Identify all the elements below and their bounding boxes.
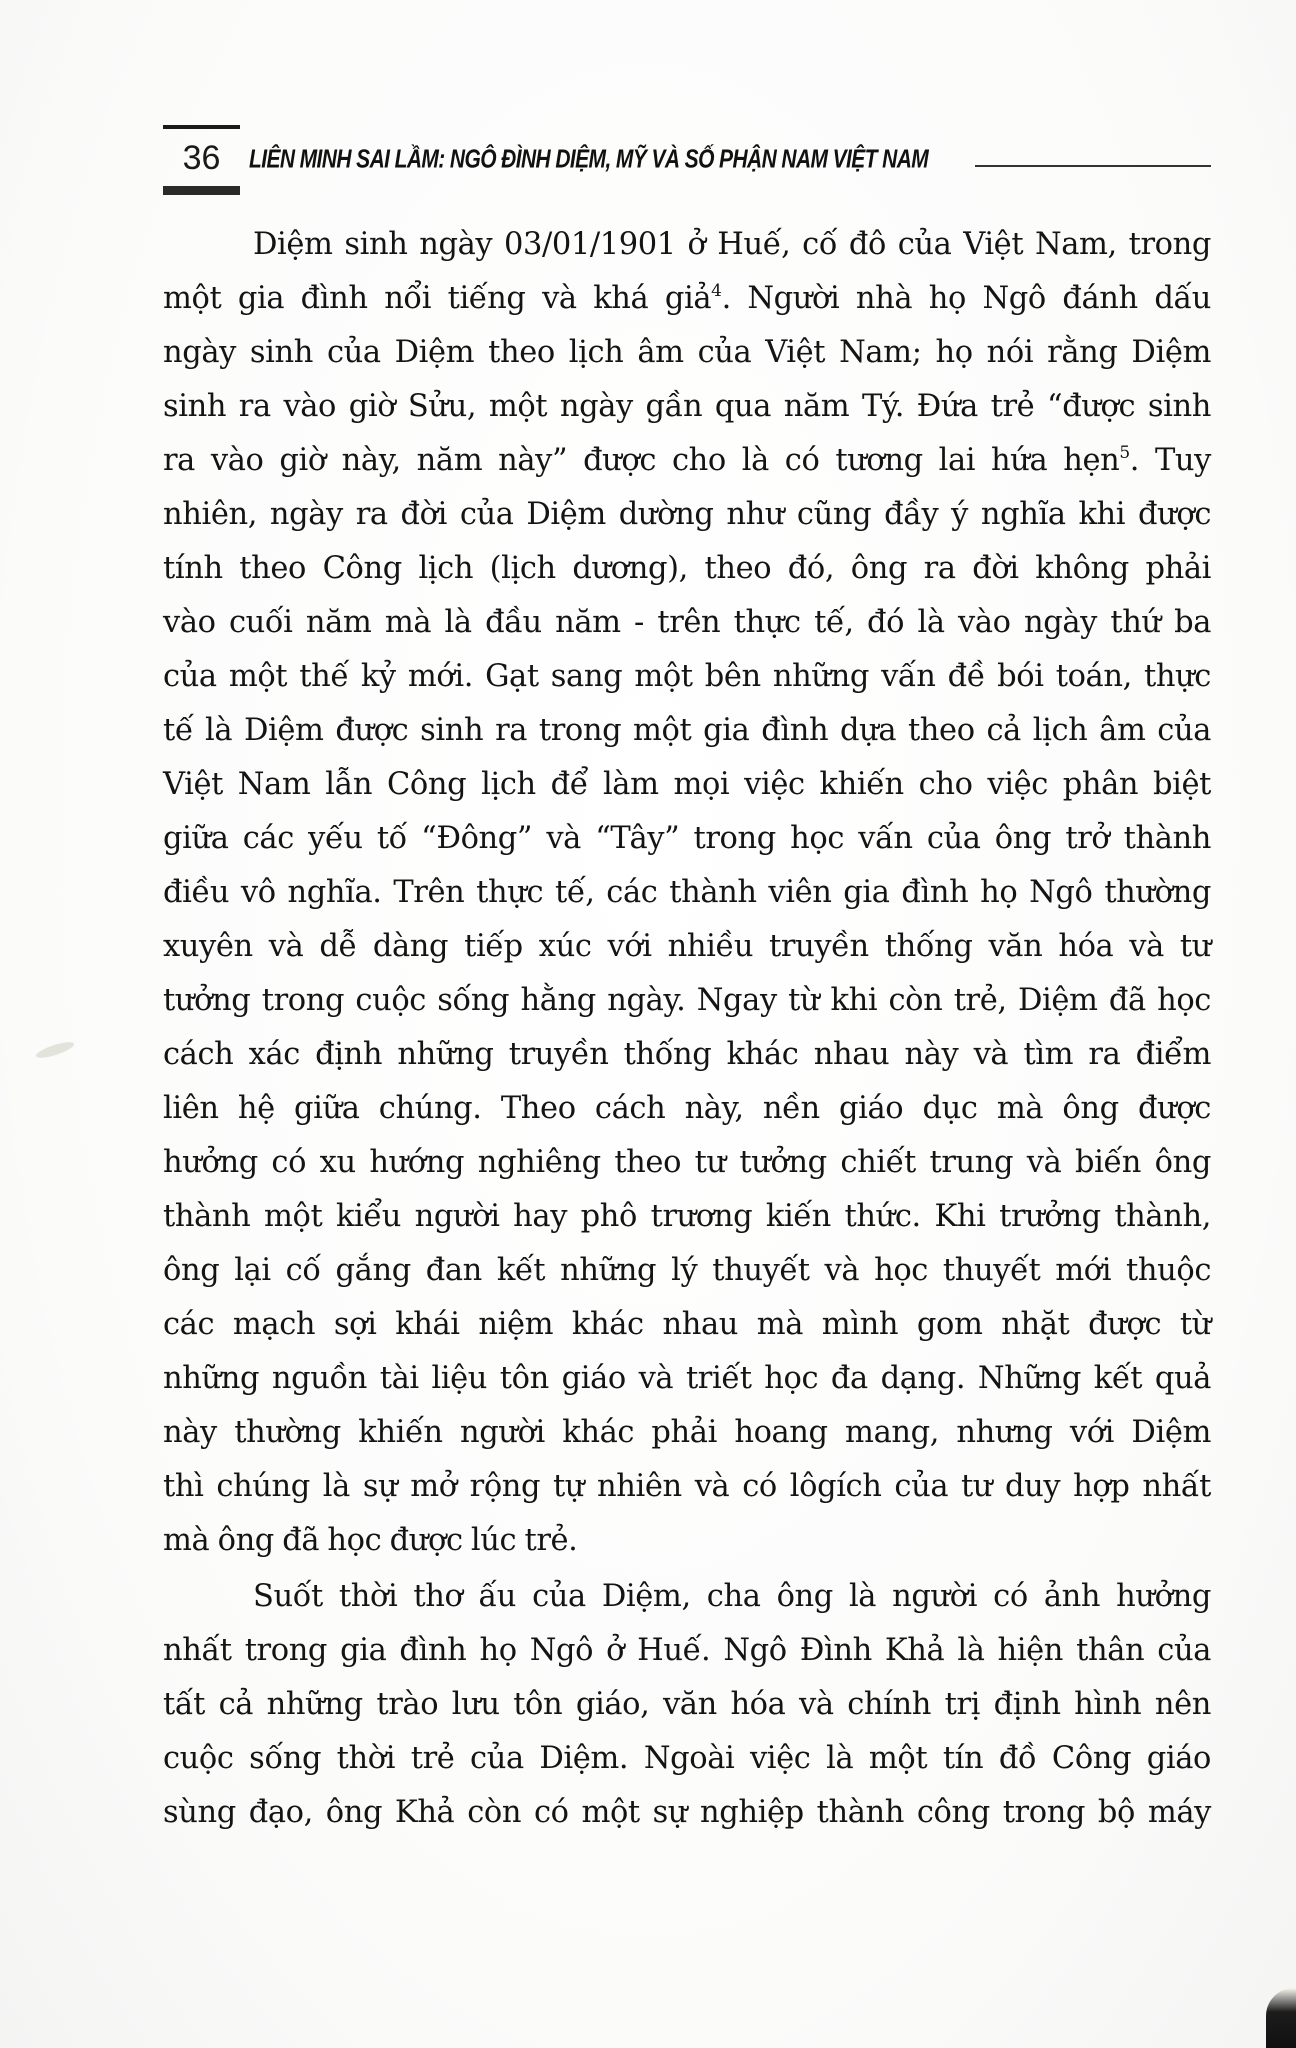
text-line: giữa các yếu tố “Đông” và “Tây” trong học vấn của ông trở thành [163,821,1211,856]
text-line [163,272,1211,326]
text-line: xuyên và dễ dàng tiếp xúc với nhiều truyền thống văn hóa và tư [163,929,1211,964]
text-line: của một thế kỷ mới. Gạt sang một bên những vấn đề bói toán, thực [163,659,1211,694]
text-line: Diệm sinh ngày 03/01/1901 ở Huế, cố đô của Việt Nam, trong [253,227,1211,262]
text-line: ông lại cố gắng đan kết những lý thuyết và học thuyết mới thuộc [163,1253,1211,1288]
text-line: ngày sinh của Diệm theo lịch âm của Việt Nam; họ nói rằng Diệm [163,335,1211,370]
text-line: sùng đạo, ông Khả còn có một sự nghiệp thành công trong bộ máy [163,1795,1211,1830]
text-line: thành một kiểu người hay phô trương kiến thức. Khi trưởng thành, [163,1199,1211,1234]
text-line: tất cả những trào lưu tôn giáo, văn hóa và chính trị định hình nên [163,1687,1211,1722]
footnote-ref-5[interactable]: 5 [1119,443,1130,463]
text-line: Việt Nam lẫn Công lịch để làm mọi việc khiến cho việc phân biệt [163,767,1211,802]
text-line: vào cuối năm mà là đầu năm - trên thực tế, đó là vào ngày thứ ba [163,605,1211,640]
text-line: thì chúng là sự mở rộng tự nhiên và có lôgích của tư duy hợp nhất [163,1469,1211,1504]
text-line: cách xác định những truyền thống khác nhau này và tìm ra điểm [163,1037,1211,1072]
text-line: tưởng trong cuộc sống hằng ngày. Ngay từ khi còn trẻ, Diệm đã học [163,983,1211,1018]
header-bar-top [163,125,240,129]
text-line: tế là Diệm được sinh ra trong một gia đình dựa theo cả lịch âm của [163,713,1211,748]
text-line [163,434,1211,488]
page-corner-shadow [1266,1988,1296,2048]
text-line: nhiên, ngày ra đời của Diệm dường như cũng đầy ý nghĩa khi được [163,497,1211,532]
scan-smudge [34,1039,75,1061]
text-line: mà ông đã học được lúc trẻ. [163,1523,578,1558]
running-title: LIÊN MINH SAI LẦM: NGÔ ĐÌNH DIỆM, MỸ VÀ SỐ PHẬN NAM VIỆT NAM [249,145,929,174]
page-number: 36 [182,139,221,177]
text-line: các mạch sợi khái niệm khác nhau mà mình gom nhặt được từ [163,1307,1211,1342]
text-line: những nguồn tài liệu tôn giáo và triết học đa dạng. Những kết quả [163,1361,1211,1396]
footnote-ref-4[interactable]: 4 [711,281,722,301]
header-bar-bottom [163,186,240,195]
text-line: tính theo Công lịch (lịch dương), theo đó, ông ra đời không phải [163,551,1211,586]
text-line: cuộc sống thời trẻ của Diệm. Ngoài việc là một tín đồ Công giáo [163,1741,1211,1776]
text-segment: . Người nhà họ Ngô đánh dấu [721,281,1211,316]
text-segment: ra vào giờ này, năm này” được cho là có tương lai hứa hẹn [163,443,1120,478]
text-line: này thường khiến người khác phải hoang mang, nhưng với Diệm [163,1415,1211,1450]
text-line: hưởng có xu hướng nghiêng theo tư tưởng chiết trung và biến ông [163,1145,1211,1180]
text-segment: . Tuy [1129,443,1211,478]
text-line: sinh ra vào giờ Sửu, một ngày gần qua năm Tý. Đứa trẻ “được sinh [163,389,1211,424]
text-line: điều vô nghĩa. Trên thực tế, các thành viên gia đình họ Ngô thường [163,875,1211,910]
text-line: nhất trong gia đình họ Ngô ở Huế. Ngô Đình Khả là hiện thân của [163,1633,1211,1668]
header-rule [975,165,1211,167]
text-line: Suốt thời thơ ấu của Diệm, cha ông là người có ảnh hưởng [253,1579,1211,1614]
text-segment: một gia đình nổi tiếng và khá giả [163,281,712,316]
text-line: liên hệ giữa chúng. Theo cách này, nền giáo dục mà ông được [163,1091,1211,1126]
